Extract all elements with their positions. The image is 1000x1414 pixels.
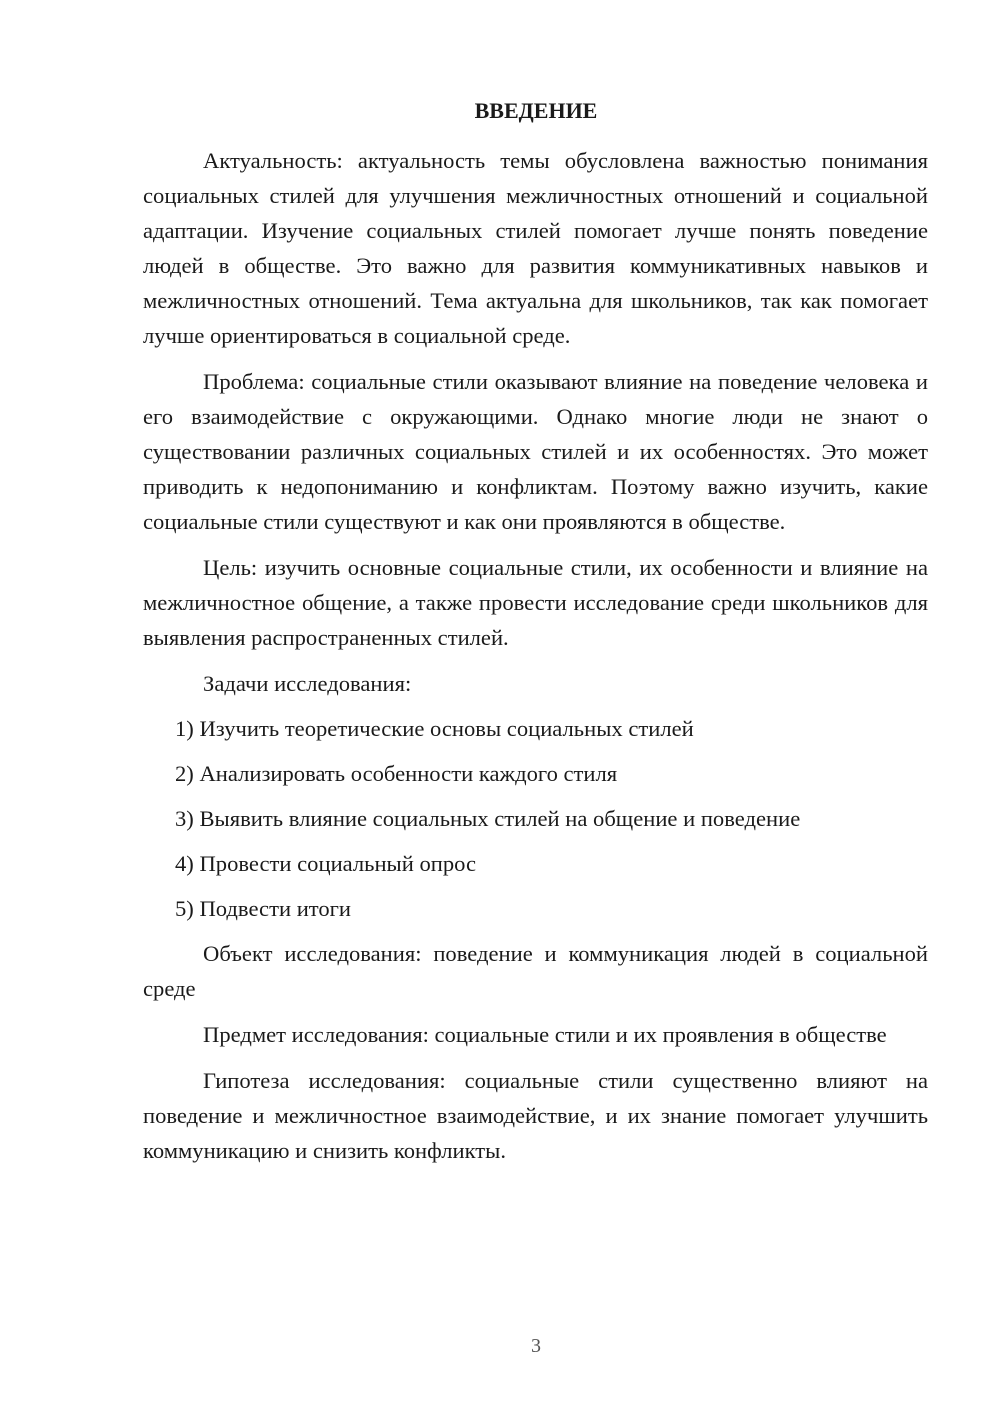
page-number: 3 xyxy=(531,1335,541,1357)
list-item: 5) Подвести итоги xyxy=(175,896,352,921)
tasks-heading: Задачи исследования: xyxy=(203,671,412,696)
paragraph-goal: Цель: изучить основные социальные стили, их особенности и влияние на межличностное общение, а также провести исследование среди школьников для выявления распространенных стилей. xyxy=(143,555,928,650)
list-item: 4) Провести социальный опрос xyxy=(175,851,477,876)
paragraph-object: Объект исследования: поведение и коммуникация людей в социальной среде xyxy=(143,941,928,1001)
list-item: 2) Анализировать особенности каждого стиля xyxy=(175,761,618,786)
paragraph-subject: Предмет исследования: социальные стили и их проявления в обществе xyxy=(203,1022,887,1047)
paragraph-relevance: Актуальность: актуальность темы обусловлена важностью понимания социальных стилей для улучшения межличностных отношений и социальной адаптации. Изучение социальных стилей помогает лучше понять поведение людей в обществе. Это важно для развития коммуникативных навыков и межличностных отношений. Тема актуальна для школьников, так как помогает лучше ориентироваться в социальной среде. xyxy=(143,148,928,348)
paragraph-problem: Проблема: социальные стили оказывают влияние на поведение человека и его взаимодействие с окружающими. Однако многие люди не знают о существовании различных социальных стилей и их особенностях. Это может приводить к недопониманию и конфликтам. Поэтому важно изучить, какие социальные стили существуют и как они проявляются в обществе. xyxy=(143,369,928,534)
document-body xyxy=(143,143,928,1179)
paragraph-hypothesis: Гипотеза исследования: социальные стили существенно влияют на поведение и межличностное взаимодействие, и их знание помогает улучшить коммуникацию и снизить конфликты. xyxy=(143,1068,928,1163)
list-item: 1) Изучить теоретические основы социальных стилей xyxy=(175,716,694,741)
tasks-list xyxy=(143,711,928,926)
page-title: ВВЕДЕНИЕ xyxy=(474,98,598,123)
list-item: 3) Выявить влияние социальных стилей на общение и поведение xyxy=(175,806,801,831)
